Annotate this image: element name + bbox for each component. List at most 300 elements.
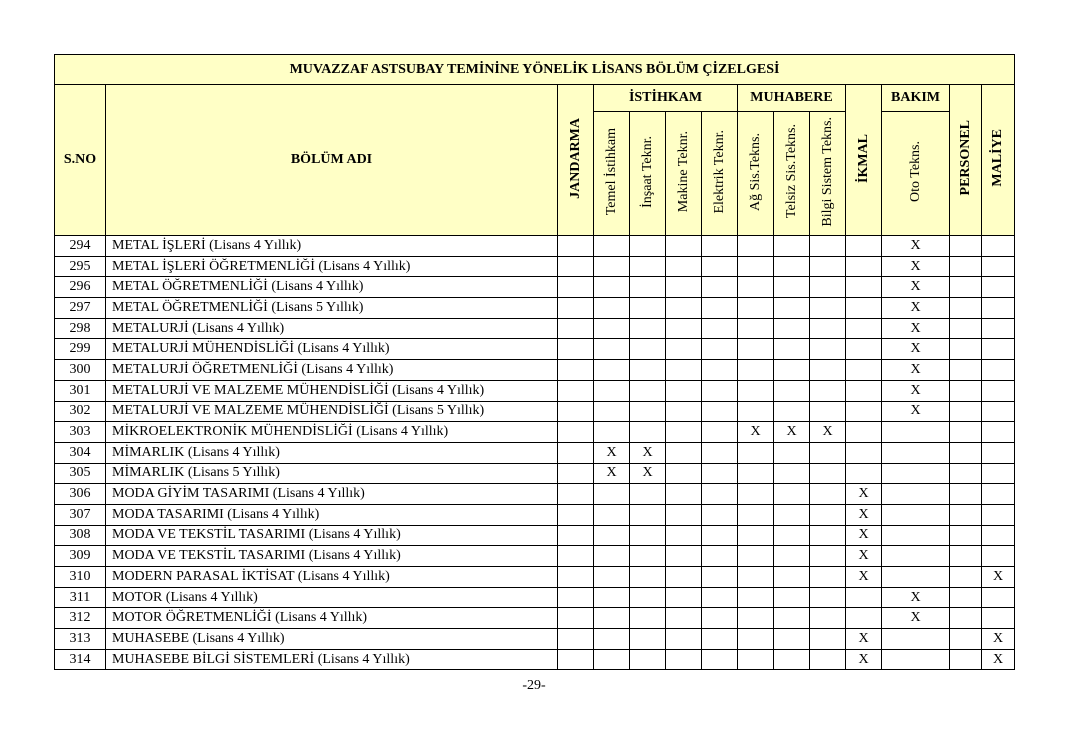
mark-cell [702,546,738,567]
mark-cell [982,442,1015,463]
table-title: MUVAZZAF ASTSUBAY TEMİNİNE YÖNELİK LİSANS BÖLÜM ÇİZELGESİ [55,55,1015,85]
mark-cell [702,463,738,484]
mark-cell [738,360,774,381]
mark-cell [810,567,846,588]
mark-cell [738,649,774,670]
mark-cell: X [846,504,882,525]
header-bakim: BAKIM [882,85,950,112]
mark-cell [666,442,702,463]
mark-cell [846,422,882,443]
mark-cell [594,236,630,257]
mark-cell [738,504,774,525]
mark-cell [702,587,738,608]
mark-cell [846,442,882,463]
department-name: MUHASEBE BİLGİ SİSTEMLERİ (Lisans 4 Yıllık) [106,649,558,670]
mark-cell [558,649,594,670]
mark-cell [950,504,982,525]
mark-cell [774,442,810,463]
mark-cell [594,608,630,629]
mark-cell [846,608,882,629]
mark-cell [702,380,738,401]
mark-cell [846,298,882,319]
department-name: MİMARLIK (Lisans 4 Yıllık) [106,442,558,463]
mark-cell [774,587,810,608]
table-row [55,422,1015,443]
mark-cell [982,298,1015,319]
mark-cell: X [882,339,950,360]
mark-cell [982,587,1015,608]
mark-cell [630,318,666,339]
mark-cell [666,608,702,629]
mark-cell [810,236,846,257]
mark-cell [594,525,630,546]
mark-cell [774,629,810,650]
mark-cell [666,567,702,588]
department-name: METALURJİ VE MALZEME MÜHENDİSLİĞİ (Lisans 5 Yıllık) [106,401,558,422]
mark-cell [558,277,594,298]
mark-cell [950,629,982,650]
row-number: 312 [55,608,106,629]
mark-cell [774,401,810,422]
mark-cell: X [882,587,950,608]
row-number: 299 [55,339,106,360]
mark-cell [810,380,846,401]
mark-cell [702,442,738,463]
mark-cell [810,463,846,484]
mark-cell: X [882,236,950,257]
mark-cell: X [882,256,950,277]
mark-cell [558,567,594,588]
mark-cell [982,546,1015,567]
mark-cell [950,360,982,381]
header-elektrik: Elektrik Teknr. [702,112,738,236]
department-name: MODA GİYİM TASARIMI (Lisans 4 Yıllık) [106,484,558,505]
mark-cell [774,277,810,298]
mark-cell [702,339,738,360]
header-bilgi: Bilgi Sistem Tekns. [810,112,846,236]
mark-cell [630,649,666,670]
mark-cell [810,484,846,505]
department-name: MODA TASARIMI (Lisans 4 Yıllık) [106,504,558,525]
table-row [55,277,1015,298]
mark-cell: X [846,525,882,546]
mark-cell [738,380,774,401]
mark-cell [982,339,1015,360]
mark-cell [594,339,630,360]
mark-cell [950,422,982,443]
mark-cell [738,587,774,608]
mark-cell [882,649,950,670]
mark-cell: X [882,318,950,339]
mark-cell [702,504,738,525]
header-jandarma: JANDARMA [558,85,594,236]
mark-cell [558,504,594,525]
mark-cell: X [882,380,950,401]
mark-cell [882,525,950,546]
mark-cell [810,277,846,298]
mark-cell [702,567,738,588]
mark-cell [982,463,1015,484]
mark-cell [594,546,630,567]
table-body [55,236,1015,670]
mark-cell [774,525,810,546]
mark-cell [666,525,702,546]
mark-cell [738,463,774,484]
mark-cell: X [630,442,666,463]
table-row [55,484,1015,505]
mark-cell [810,401,846,422]
mark-cell: X [846,649,882,670]
mark-cell [810,525,846,546]
mark-cell [558,401,594,422]
mark-cell [950,401,982,422]
department-table [54,54,1015,670]
row-number: 310 [55,567,106,588]
mark-cell [846,463,882,484]
mark-cell [810,504,846,525]
table-row [55,360,1015,381]
mark-cell [950,567,982,588]
mark-cell [846,277,882,298]
mark-cell [558,587,594,608]
mark-cell [738,298,774,319]
mark-cell [846,360,882,381]
mark-cell: X [882,277,950,298]
mark-cell [982,504,1015,525]
mark-cell [950,463,982,484]
mark-cell [666,360,702,381]
mark-cell [558,339,594,360]
mark-cell: X [982,567,1015,588]
department-name: MİKROELEKTRONİK MÜHENDİSLİĞİ (Lisans 4 Yıllık) [106,422,558,443]
row-number: 314 [55,649,106,670]
row-number: 303 [55,422,106,443]
mark-cell [950,318,982,339]
department-name: MODA VE TEKSTİL TASARIMI (Lisans 4 Yıllık) [106,525,558,546]
mark-cell [738,629,774,650]
mark-cell [810,629,846,650]
mark-cell: X [810,422,846,443]
table-row [55,401,1015,422]
mark-cell [702,401,738,422]
mark-cell [702,629,738,650]
department-name: MUHASEBE (Lisans 4 Yıllık) [106,629,558,650]
mark-cell [630,256,666,277]
mark-cell [846,256,882,277]
mark-cell [630,587,666,608]
mark-cell [738,484,774,505]
row-number: 298 [55,318,106,339]
mark-cell [630,546,666,567]
mark-cell [810,442,846,463]
department-name: MOTOR (Lisans 4 Yıllık) [106,587,558,608]
mark-cell: X [846,567,882,588]
mark-cell [810,360,846,381]
mark-cell [630,401,666,422]
mark-cell [630,608,666,629]
department-name: METAL ÖĞRETMENLİĞİ (Lisans 4 Yıllık) [106,277,558,298]
mark-cell [882,629,950,650]
row-number: 307 [55,504,106,525]
table-row [55,380,1015,401]
mark-cell [774,380,810,401]
department-name: METAL İŞLERİ ÖĞRETMENLİĞİ (Lisans 4 Yıllık) [106,256,558,277]
mark-cell [950,298,982,319]
mark-cell [882,442,950,463]
mark-cell [594,504,630,525]
mark-cell [810,339,846,360]
header-muhabere: MUHABERE [738,85,846,112]
row-number: 304 [55,442,106,463]
mark-cell [882,422,950,443]
header-personel: PERSONEL [950,85,982,236]
mark-cell [738,256,774,277]
header-makine: Makine Teknr. [666,112,702,236]
mark-cell [594,401,630,422]
row-number: 305 [55,463,106,484]
mark-cell [738,546,774,567]
mark-cell [594,484,630,505]
mark-cell [846,339,882,360]
mark-cell [702,422,738,443]
mark-cell: X [882,608,950,629]
mark-cell [594,422,630,443]
mark-cell [950,277,982,298]
table-row [55,236,1015,257]
mark-cell [950,380,982,401]
mark-cell [702,525,738,546]
mark-cell: X [846,546,882,567]
mark-cell [738,442,774,463]
mark-cell [594,629,630,650]
mark-cell [950,546,982,567]
row-number: 300 [55,360,106,381]
mark-cell [982,608,1015,629]
mark-cell [738,277,774,298]
department-name: MİMARLIK (Lisans 5 Yıllık) [106,463,558,484]
mark-cell: X [882,360,950,381]
mark-cell: X [882,401,950,422]
mark-cell [666,649,702,670]
table-row [55,504,1015,525]
row-number: 297 [55,298,106,319]
mark-cell [594,298,630,319]
mark-cell [630,484,666,505]
mark-cell [950,256,982,277]
mark-cell [774,649,810,670]
mark-cell [702,608,738,629]
row-number: 296 [55,277,106,298]
mark-cell [982,360,1015,381]
mark-cell [810,649,846,670]
mark-cell [846,236,882,257]
table-row [55,587,1015,608]
department-name: METAL İŞLERİ (Lisans 4 Yıllık) [106,236,558,257]
header-insaat: İnşaat Teknr. [630,112,666,236]
mark-cell [950,525,982,546]
mark-cell [558,318,594,339]
mark-cell [702,484,738,505]
mark-cell [774,567,810,588]
mark-cell: X [882,298,950,319]
mark-cell [630,504,666,525]
mark-cell [810,256,846,277]
mark-cell [774,504,810,525]
mark-cell: X [630,463,666,484]
table-row [55,463,1015,484]
mark-cell [558,298,594,319]
mark-cell [982,422,1015,443]
mark-cell [774,298,810,319]
mark-cell [738,567,774,588]
mark-cell [702,256,738,277]
table-row [55,298,1015,319]
mark-cell [774,318,810,339]
page-number: -29- [522,678,546,693]
mark-cell [982,525,1015,546]
department-name: MODA VE TEKSTİL TASARIMI (Lisans 4 Yıllık) [106,546,558,567]
mark-cell [702,277,738,298]
department-name: MODERN PARASAL İKTİSAT (Lisans 4 Yıllık) [106,567,558,588]
mark-cell [982,380,1015,401]
mark-cell [738,339,774,360]
mark-cell [702,360,738,381]
mark-cell [702,649,738,670]
mark-cell [558,422,594,443]
mark-cell [558,463,594,484]
mark-cell [558,608,594,629]
mark-cell [810,587,846,608]
department-name: METALURJİ ÖĞRETMENLİĞİ (Lisans 4 Yıllık) [106,360,558,381]
table-row [55,442,1015,463]
mark-cell: X [774,422,810,443]
mark-cell [738,608,774,629]
mark-cell [666,484,702,505]
mark-cell [666,380,702,401]
mark-cell [558,442,594,463]
mark-cell [702,298,738,319]
header-telsiz: Telsiz Sis.Tekns. [774,112,810,236]
table-row [55,525,1015,546]
table-row [55,649,1015,670]
table-row [55,608,1015,629]
mark-cell [630,422,666,443]
department-name: METALURJİ (Lisans 4 Yıllık) [106,318,558,339]
department-name: METAL ÖĞRETMENLİĞİ (Lisans 5 Yıllık) [106,298,558,319]
mark-cell [846,380,882,401]
mark-cell [666,629,702,650]
mark-cell [950,236,982,257]
mark-cell [982,318,1015,339]
mark-cell [950,587,982,608]
mark-cell [558,525,594,546]
table-row [55,318,1015,339]
mark-cell [630,629,666,650]
mark-cell [882,546,950,567]
mark-cell [558,484,594,505]
row-number: 311 [55,587,106,608]
mark-cell: X [738,422,774,443]
mark-cell [594,318,630,339]
mark-cell [774,463,810,484]
mark-cell [666,298,702,319]
mark-cell [846,401,882,422]
header-name: BÖLÜM ADI [106,85,558,236]
row-number: 294 [55,236,106,257]
mark-cell [594,587,630,608]
mark-cell [846,587,882,608]
row-number: 306 [55,484,106,505]
mark-cell [774,546,810,567]
mark-cell [982,484,1015,505]
department-name: METALURJİ VE MALZEME MÜHENDİSLİĞİ (Lisans 4 Yıllık) [106,380,558,401]
mark-cell [950,608,982,629]
mark-cell [950,442,982,463]
row-number: 295 [55,256,106,277]
mark-cell [630,339,666,360]
mark-cell [810,546,846,567]
mark-cell: X [982,649,1015,670]
mark-cell [594,380,630,401]
mark-cell [982,256,1015,277]
mark-cell [882,484,950,505]
mark-cell [774,360,810,381]
mark-cell [774,484,810,505]
mark-cell [558,236,594,257]
mark-cell: X [846,484,882,505]
mark-cell [774,608,810,629]
mark-cell [950,339,982,360]
mark-cell [738,318,774,339]
mark-cell [738,525,774,546]
mark-cell [810,298,846,319]
row-number: 309 [55,546,106,567]
mark-cell [666,587,702,608]
mark-cell [558,380,594,401]
mark-cell [666,236,702,257]
mark-cell [666,339,702,360]
mark-cell [738,401,774,422]
mark-cell [950,649,982,670]
mark-cell [982,277,1015,298]
header-istihkam: İSTİHKAM [594,85,738,112]
table-row [55,339,1015,360]
row-number: 301 [55,380,106,401]
table-row [55,567,1015,588]
mark-cell [982,401,1015,422]
mark-cell [558,546,594,567]
mark-cell: X [594,463,630,484]
mark-cell [666,401,702,422]
mark-cell: X [594,442,630,463]
table-row [55,256,1015,277]
mark-cell [666,463,702,484]
mark-cell [882,567,950,588]
mark-cell [630,298,666,319]
mark-cell [666,277,702,298]
mark-cell [558,256,594,277]
mark-cell [630,360,666,381]
mark-cell [558,360,594,381]
mark-cell [666,546,702,567]
mark-cell [594,567,630,588]
mark-cell [882,504,950,525]
mark-cell [950,484,982,505]
department-name: MOTOR ÖĞRETMENLİĞİ (Lisans 4 Yıllık) [106,608,558,629]
mark-cell [982,236,1015,257]
header-ag: Ağ Sis.Tekns. [738,112,774,236]
mark-cell: X [982,629,1015,650]
